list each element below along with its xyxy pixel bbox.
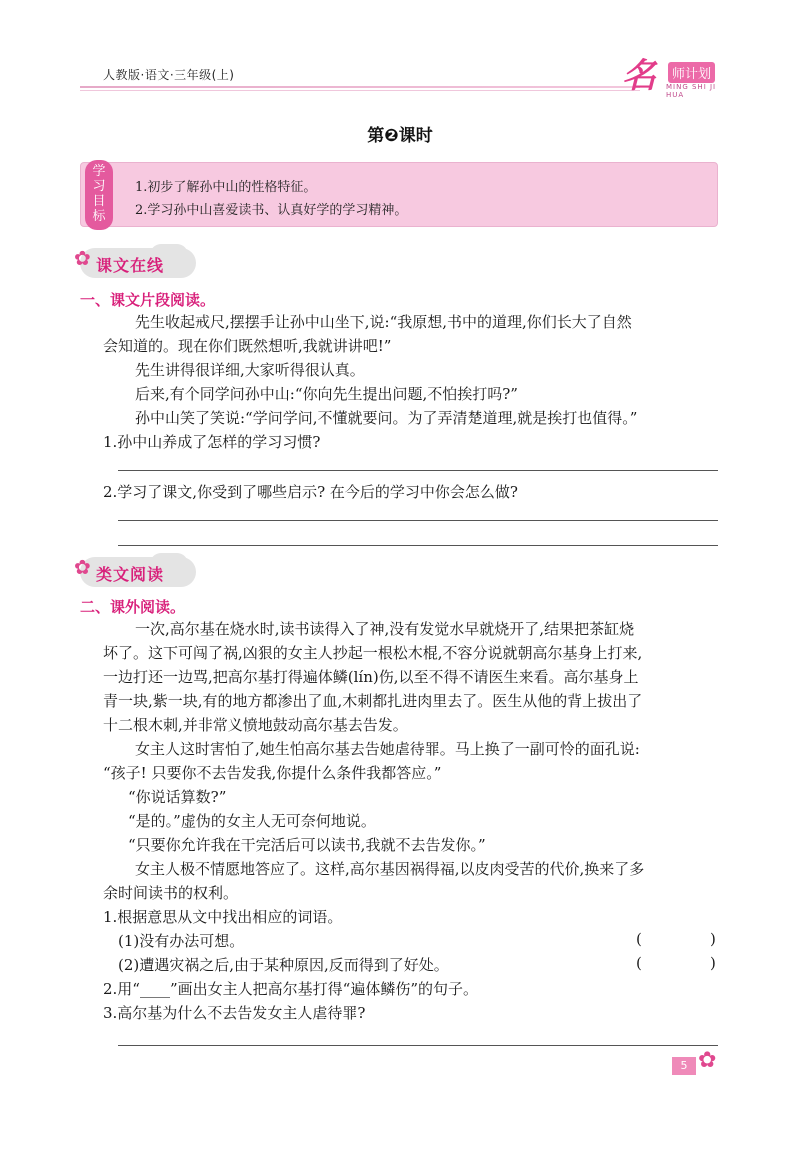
passage-line: 孙中山笑了笑说:“学问学问,不懂就要问。为了弄清楚道理,就是挨打也值得。”	[135, 409, 638, 427]
banner-title: 课文在线	[96, 256, 165, 275]
passage-line: 先生讲得很详细,大家听得很认真。	[135, 361, 365, 379]
goals-tab-char: 标	[92, 209, 106, 224]
goal-item: 1.初步了解孙中山的性格特征。	[135, 180, 317, 195]
goals-tab-char: 目	[92, 194, 106, 209]
question: 3.高尔基为什么不去告发女主人虐待罪?	[103, 1004, 366, 1022]
girl-figure-icon: ✿	[698, 1048, 717, 1073]
answer-line	[118, 545, 718, 546]
sub-question: (1)没有办法可想。	[118, 932, 245, 950]
answer-line	[118, 470, 718, 471]
passage-line: 后来,有个同学问孙中山:“你向先生提出问题,不怕挨打吗?”	[135, 385, 518, 403]
question: 2.学习了课文,你受到了哪些启示? 在今后的学习中你会怎么做?	[103, 483, 518, 501]
answer-line	[118, 520, 718, 521]
goal-item: 2.学习孙中山喜爱读书、认真好学的学习精神。	[135, 203, 408, 218]
answer-paren-close: )	[710, 954, 716, 972]
question: 2.用“____”画出女主人把高尔基打得“遍体鳞伤”的句子。	[103, 980, 478, 998]
lesson-title: 第❷课时	[367, 126, 433, 146]
girl-figure-icon: ✿	[74, 246, 91, 270]
question: 1.孙中山养成了怎样的学习习惯?	[103, 433, 321, 451]
header-rule	[80, 86, 640, 88]
answer-paren-open: (	[636, 954, 642, 972]
page-number: 5	[672, 1057, 696, 1075]
passage-line: 坏了。这下可闯了祸,凶狠的女主人抄起一根松木棍,不容分说就朝高尔基身上打来,	[103, 644, 643, 662]
goals-tab-char: 学	[92, 164, 106, 179]
section-banner-text-online	[74, 242, 204, 282]
edition-label: 人教版·语文·三年级(上)	[103, 68, 235, 82]
logo-subtitle: MING SHI JI HUA	[666, 83, 717, 99]
logo-main-char: 名	[622, 56, 656, 96]
banner-title: 类文阅读	[96, 565, 165, 584]
question: 1.根据意思从文中找出相应的词语。	[103, 908, 343, 926]
answer-paren-open: (	[636, 930, 642, 948]
passage-line: 一边打还一边骂,把高尔基打得遍体鳞(lín)伤,以至不得不请医生来看。高尔基身上	[103, 668, 639, 686]
passage-line: “孩子! 只要你不去告发我,你提什么条件我都答应。”	[103, 764, 442, 782]
passage-line: “你说话算数?”	[128, 788, 227, 806]
logo-box-text: 师计划	[668, 62, 715, 83]
goals-tab-char: 习	[92, 179, 106, 194]
passage-line: “只要你允许我在干完活后可以读书,我就不去告发你。”	[128, 836, 486, 854]
header-rule-thin	[80, 90, 640, 91]
sub-question: (2)遭遇灾祸之后,由于某种原因,反而得到了好处。	[118, 956, 449, 974]
section-banner-similar-reading	[74, 551, 204, 591]
passage-line: “是的。”虚伪的女主人无可奈何地说。	[128, 812, 376, 830]
answer-paren-close: )	[710, 930, 716, 948]
brand-logo	[622, 48, 732, 100]
passage-line: 一次,高尔基在烧水时,读书读得入了神,没有发觉水早就烧开了,结果把茶缸烧	[135, 620, 635, 638]
passage-line: 余时间读书的权利。	[103, 884, 239, 902]
passage-line: 十二根木刺,并非常义愤地鼓动高尔基去告发。	[103, 716, 408, 734]
learning-goals-tab	[85, 160, 113, 230]
passage-line: 女主人这时害怕了,她生怕高尔基去告她虐待罪。马上换了一副可怜的面孔说:	[135, 740, 640, 758]
section-heading: 一、课文片段阅读。	[80, 291, 216, 309]
passage-line: 女主人极不情愿地答应了。这样,高尔基因祸得福,以皮肉受苦的代价,换来了多	[135, 860, 645, 878]
passage-line: 先生收起戒尺,摆摆手让孙中山坐下,说:“我原想,书中的道理,你们长大了自然	[135, 313, 632, 331]
section-heading: 二、课外阅读。	[80, 598, 186, 616]
girl-figure-icon: ✿	[74, 555, 91, 579]
passage-line: 会知道的。现在你们既然想听,我就讲讲吧!”	[103, 337, 392, 355]
answer-line	[118, 1045, 718, 1046]
passage-line: 青一块,紫一块,有的地方都渗出了血,木刺都扎进肉里去了。医生从他的背上拔出了	[103, 692, 643, 710]
